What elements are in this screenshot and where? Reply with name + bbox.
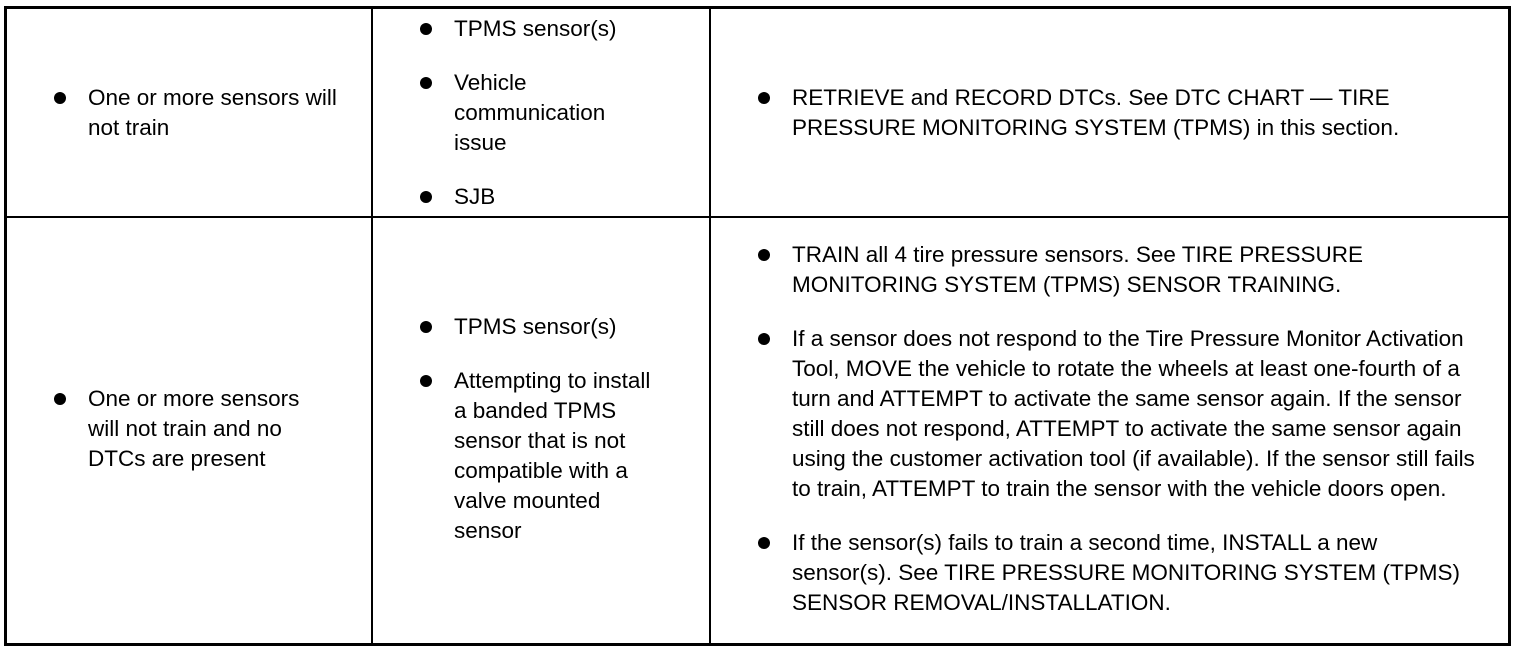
action-item: If a sensor does not respond to the Tire Pressure Monitor Activation Tool, MOVE the vehicle to rotate the wheels at least one-fourth of a turn and ATTEMPT to activate the same sensor again. If the sensor still does not respond, ATTEMPT to activate the same sensor again using the customer activation tool (if available). If the sensor still fails to train, ATTEMPT to train the sensor with the vehicle doors open.	[758, 324, 1478, 504]
condition-list	[54, 83, 359, 143]
row-2-condition-cell	[54, 218, 334, 640]
action-item: RETRIEVE and RECORD DTCs. See DTC CHART — TIRE PRESSURE MONITORING SYSTEM (TPMS) in this section.	[758, 83, 1478, 143]
row-1-source-cell	[420, 9, 690, 216]
row-1-action-cell	[758, 9, 1478, 216]
source-item: SJB	[420, 182, 690, 212]
source-item: Vehicle communication issue	[420, 68, 624, 158]
action-item: TRAIN all 4 tire pressure sensors. See TIRE PRESSURE MONITORING SYSTEM (TPMS) SENSOR TRAINING.	[758, 240, 1478, 300]
condition-item: One or more sensors will not train and no DTCs are present	[54, 384, 334, 474]
row-1-condition-cell	[54, 9, 359, 216]
row-2-source-cell	[420, 218, 690, 640]
column-divider	[709, 6, 711, 643]
action-list	[758, 240, 1478, 618]
action-list	[758, 83, 1478, 143]
source-item: TPMS sensor(s)	[420, 312, 690, 342]
action-item: If the sensor(s) fails to train a second time, INSTALL a new sensor(s). See TIRE PRESSURE MONITORING SYSTEM (TPMS) SENSOR REMOVAL/INSTALLATION.	[758, 528, 1478, 618]
source-item: Attempting to install a banded TPMS sensor that is not compatible with a valve mounted sensor	[420, 366, 654, 546]
source-list	[420, 14, 690, 212]
source-list	[420, 312, 690, 546]
column-divider	[371, 6, 373, 643]
source-item: TPMS sensor(s)	[420, 14, 690, 44]
row-2-action-cell	[758, 218, 1478, 640]
condition-list	[54, 384, 334, 474]
condition-item: One or more sensors will not train	[54, 83, 359, 143]
